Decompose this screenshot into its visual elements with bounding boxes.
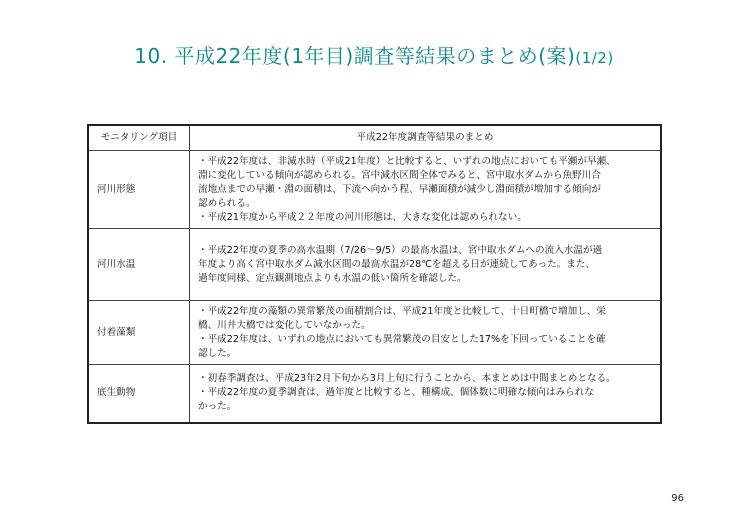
summary-line: ・平成22年度は、いずれの地点においても異常繁茂の目安とした17%を下回っていることを確 [198,333,606,345]
row-summary [190,301,662,365]
summary-line: ・初春季調査は、平成23年2月下旬から3月上旬に行うことから、本まとめは中間まとめとなる。 [198,373,616,385]
results-summary-table [87,124,662,424]
summary-line: ・平成22年度は、非減水時（平成21年度）と比較すると、いずれの地点においても平瀬が早瀬、 [198,155,616,167]
header-results-summary: 平成22年度調査等結果のまとめ [190,125,662,151]
table-row-benthic-animals [88,365,661,423]
table-row-river-morphology [88,151,661,229]
summary-line: ・平成22年度の夏季調査は、過年度と比較すると、種構成、個体数に明確な傾向はみられな [198,387,594,399]
summary-line: 年度より高く宮中取水ダム減水区間の最高水温が28℃を超える日が連続してあった。また、 [198,258,596,270]
summary-line: ・平成22年度の藻類の異常繁茂の面積割合は、平成21年度と比較して、十日町橋で増加し、栄 [198,305,606,317]
table-row-river-water-temperature [88,229,661,301]
page-title [0,40,748,69]
summary-line: ・平成22年度の夏季の高水温期（7/26～9/5）の最高水温は、宮中取水ダムへの流入水温が過 [198,244,603,256]
summary-line: 認められる。 [198,197,256,209]
summary-line: ・平成21年度から平成２２年度の河川形態は、大きな変化は認められない。 [198,211,527,223]
table-row-attached-algae [88,301,661,365]
summary-line: 橋、川井大橋では変化していなかった。 [198,319,371,331]
row-item-label: 底生動物 [88,365,190,423]
summary-line: 認した。 [198,347,237,359]
row-summary [190,365,662,423]
row-summary [190,151,662,229]
header-monitoring-item: モニタリング項目 [88,125,190,151]
page-title-main: 10. 平成22年度(1年目)調査等結果のまとめ(案) [134,44,576,68]
row-summary [190,229,662,301]
page-title-part: (1/2) [575,49,614,67]
summary-line: 流地点までの早瀬・淵の面積は、下流へ向かう程、早瀬面積が減少し淵面積が増加する傾向が [198,183,601,195]
summary-line: 過年度同様、定点観測地点よりも水温の低い箇所を確認した。 [198,272,467,284]
summary-line: かった。 [198,401,237,413]
table-header-row [88,125,661,151]
row-item-label: 付着藻類 [88,301,190,365]
page-number: 96 [671,493,684,504]
row-item-label: 河川水温 [88,229,190,301]
summary-line: 淵に変化している傾向が認められる。宮中減水区間全体でみると、宮中取水ダムから魚野川合 [198,169,601,181]
row-item-label: 河川形態 [88,151,190,229]
